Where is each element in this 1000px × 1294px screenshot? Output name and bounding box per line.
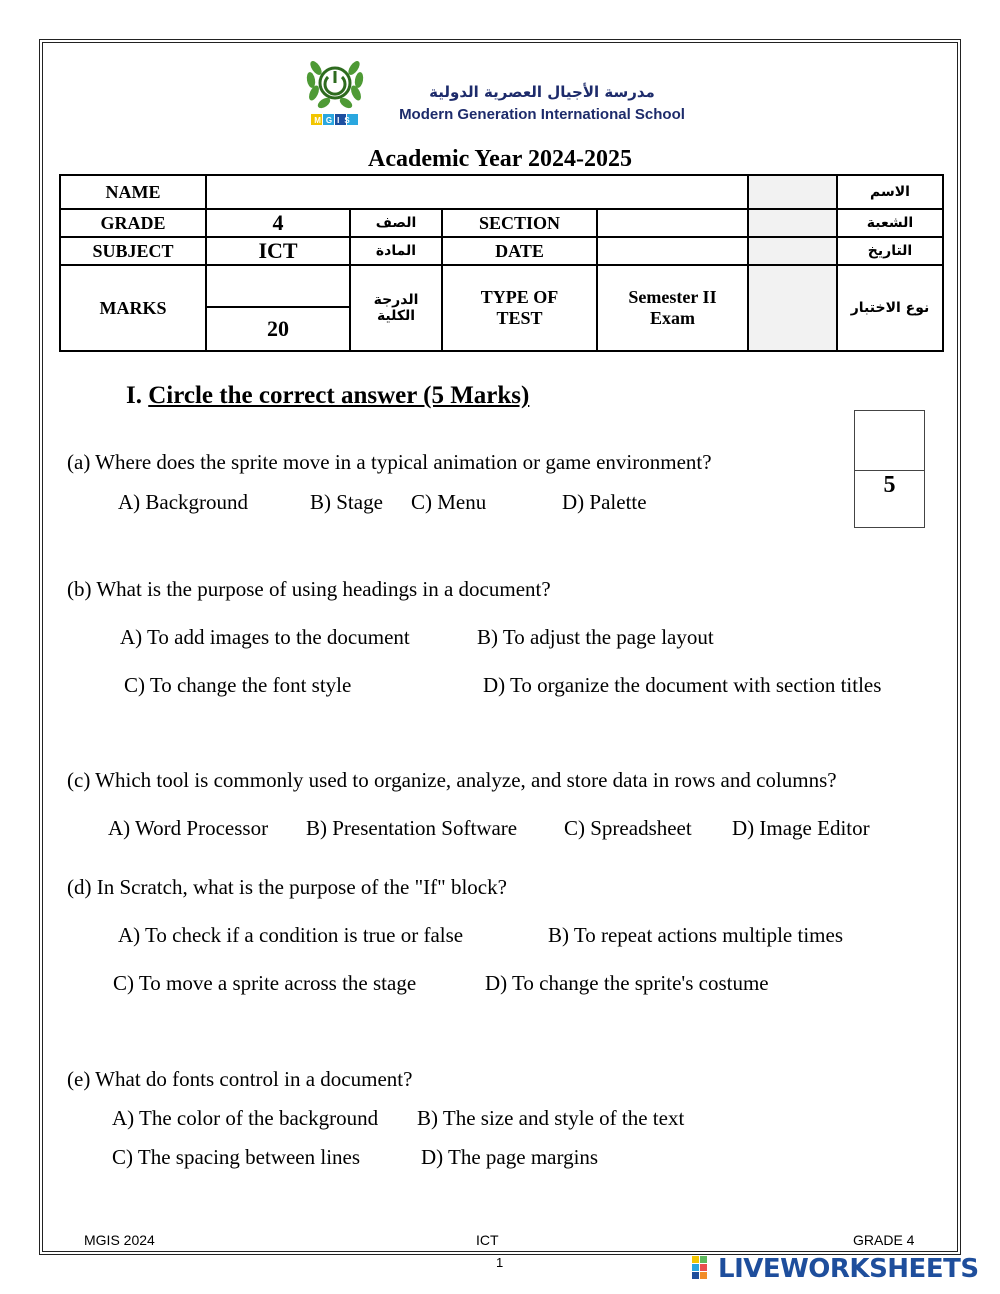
total-label-ar-line2: الكلية xyxy=(376,308,416,324)
test-type-value-line1: Semester II xyxy=(628,287,717,307)
test-type-value-line2: Exam xyxy=(650,308,695,328)
test-type-value xyxy=(597,265,748,351)
option-d-a[interactable]: A) To check if a condition is true or false xyxy=(118,923,464,947)
section-number: I. xyxy=(126,382,142,409)
test-type-label-line1: TYPE OF xyxy=(480,287,559,307)
section-title: Circle the correct answer (5 Marks) xyxy=(148,382,530,409)
score-obtained-field[interactable] xyxy=(855,411,924,471)
option-b-c[interactable]: C) To change the font style xyxy=(124,673,352,697)
option-d-c[interactable]: C) To move a sprite across the stage xyxy=(113,971,417,995)
option-a-c[interactable]: C) Menu xyxy=(411,490,487,514)
question-b: (b) What is the purpose of using headings in a document? xyxy=(67,577,551,601)
grade-label-ar: الصف xyxy=(350,209,442,237)
date-field-ar[interactable] xyxy=(748,237,837,265)
total-label-ar xyxy=(350,265,442,351)
date-label-ar: التاريخ xyxy=(837,237,943,265)
school-name-arabic: مدرسة الأجيال العصرية الدولية xyxy=(429,83,655,101)
option-c-c[interactable]: C) Spreadsheet xyxy=(564,816,692,840)
footer-center: ICT xyxy=(476,1232,499,1248)
question-c: (c) Which tool is commonly used to organize, analyze, and store data in rows and columns? xyxy=(67,768,837,792)
page-number: 1 xyxy=(496,1255,504,1270)
liveworksheets-watermark xyxy=(692,1254,979,1284)
school-name-english: Modern Generation International School xyxy=(399,106,685,123)
option-e-d[interactable]: D) The page margins xyxy=(421,1145,599,1169)
date-field[interactable] xyxy=(597,237,748,265)
score-total: 5 xyxy=(883,472,896,498)
test-type-field-ar[interactable] xyxy=(748,265,837,351)
name-field-ar[interactable] xyxy=(748,175,837,209)
marks-total-value: 20 xyxy=(206,307,350,351)
liveworksheets-text: LIVEWORKSHEETS xyxy=(718,1254,979,1284)
option-d-d[interactable]: D) To change the sprite's costume xyxy=(485,971,769,995)
name-label-ar: الاسم xyxy=(837,175,943,209)
option-c-d[interactable]: D) Image Editor xyxy=(732,816,870,840)
option-e-b[interactable]: B) The size and style of the text xyxy=(417,1106,685,1130)
section-field[interactable] xyxy=(597,209,748,237)
logo-letters: MGIS xyxy=(314,116,355,125)
option-a-d[interactable]: D) Palette xyxy=(562,490,647,514)
question-d: (d) In Scratch, what is the purpose of the "If" block? xyxy=(67,875,507,899)
subject-label-ar: المادة xyxy=(350,237,442,265)
section-heading xyxy=(126,382,529,410)
question-e: (e) What do fonts control in a document? xyxy=(67,1067,413,1091)
test-type-label xyxy=(442,265,597,351)
option-b-b[interactable]: B) To adjust the page layout xyxy=(477,625,714,649)
test-type-label-line2: TEST xyxy=(496,308,543,328)
student-info-table xyxy=(59,174,944,352)
option-a-b[interactable]: B) Stage xyxy=(310,490,383,514)
marks-obtained-field[interactable] xyxy=(206,265,350,307)
marks-label: MARKS xyxy=(60,265,206,351)
name-field[interactable] xyxy=(206,175,748,209)
question-a: (a) Where does the sprite move in a typical animation or game environment? xyxy=(67,450,712,474)
option-e-a[interactable]: A) The color of the background xyxy=(112,1106,379,1130)
school-logo xyxy=(304,56,366,126)
option-c-b[interactable]: B) Presentation Software xyxy=(306,816,518,840)
date-label: DATE xyxy=(442,237,597,265)
grade-value: 4 xyxy=(206,209,350,237)
academic-year-title: Academic Year 2024-2025 xyxy=(368,146,632,172)
section-field-ar[interactable] xyxy=(748,209,837,237)
section-label: SECTION xyxy=(442,209,597,237)
option-b-a[interactable]: A) To add images to the document xyxy=(120,625,410,649)
option-b-d[interactable]: D) To organize the document with section titles xyxy=(483,673,882,697)
section-label-ar: الشعبة xyxy=(837,209,943,237)
option-a-a[interactable]: A) Background xyxy=(118,490,249,514)
footer-right: GRADE 4 xyxy=(853,1232,915,1248)
test-type-label-ar: نوع الاختبار xyxy=(837,265,943,351)
subject-value: ICT xyxy=(206,237,350,265)
liveworksheets-logo-icon xyxy=(692,1256,716,1282)
subject-label: SUBJECT xyxy=(60,237,206,265)
total-label-ar-line1: الدرجة xyxy=(373,292,419,308)
grade-label: GRADE xyxy=(60,209,206,237)
option-c-a[interactable]: A) Word Processor xyxy=(108,816,269,840)
option-e-c[interactable]: C) The spacing between lines xyxy=(112,1145,361,1169)
option-d-b[interactable]: B) To repeat actions multiple times xyxy=(548,923,843,947)
footer-left: MGIS 2024 xyxy=(84,1232,155,1248)
name-label: NAME xyxy=(60,175,206,209)
